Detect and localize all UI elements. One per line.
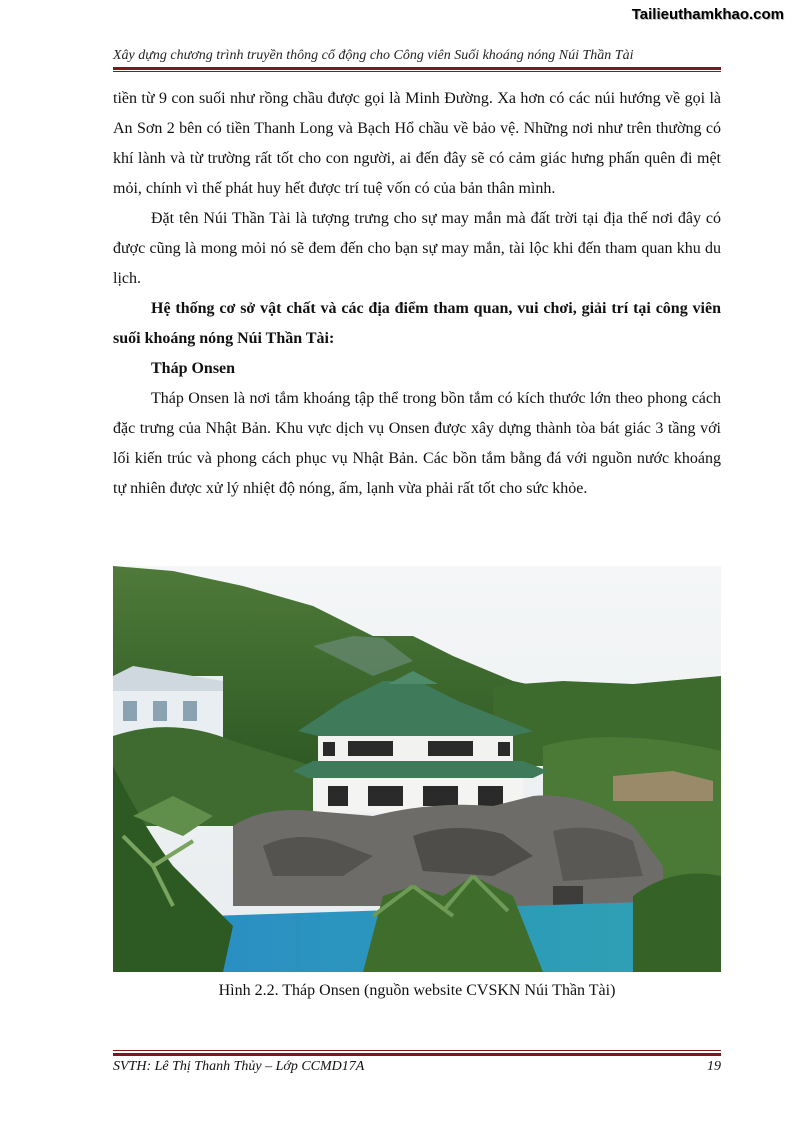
paragraph-3: Tháp Onsen là nơi tắm khoáng tập thể trong bồn tắm có kích thước lớn theo phong cách đặc trưng của Nhật Bản. Khu vực dịch vụ Onsen được xây dựng thành tòa bát giác 3 tầng với lối kiến trúc và phong cách phục vụ Nhật Bản. Các bồn tắm bằng đá với nguồn nước khoáng tự nhiên được xử lý nhiệt độ nóng, ấm, lạnh vừa phải rất tốt cho sức khỏe.	[113, 390, 721, 497]
page-number: 19	[707, 1059, 721, 1074]
paragraph-1: tiền từ 9 con suối như rồng chầu được gọi là Minh Đường. Xa hơn có các núi hướng về gọi là An Sơn 2 bên có tiền Thanh Long và Bạch Hổ chầu về bảo vệ. Những nơi như trên thường có khí lành và từ trường rất tốt cho con người, ai đến đây sẽ có cảm giác hưng phấn quên đi mệt mỏi, chính vì thế phát huy hết được trí tuệ vốn có của bản thân mình.	[113, 90, 721, 197]
footer-rule-thin	[113, 1050, 721, 1051]
figure-caption: Hình 2.2. Tháp Onsen (nguồn website CVSKN Núi Thần Tài)	[218, 982, 616, 999]
footer-rule	[113, 1053, 721, 1056]
footer-author: SVTH: Lê Thị Thanh Thủy – Lớp CCMD17A	[113, 1059, 365, 1074]
watermark: Tailieuthamkhao.com	[631, 6, 784, 23]
onsen-tower-photo	[113, 566, 721, 972]
paragraph-2: Đặt tên Núi Thần Tài là tượng trưng cho sự may mắn mà đất trời tại địa thế nơi đây có được cũng là mong mỏi nó sẽ đem đến cho bạn sự may mắn, tài lộc khi đến tham quan khu du lịch.	[113, 210, 721, 287]
header-rule	[113, 67, 721, 70]
running-header: Xây dựng chương trình truyền thông cổ động cho Công viên Suối khoáng nóng Núi Thần Tài	[113, 48, 634, 63]
section-heading: Hệ thống cơ sở vật chất và các địa điểm tham quan, vui chơi, giải trí tại công viên suối khoáng nóng Núi Thần Tài:	[113, 300, 721, 347]
body-text	[113, 84, 721, 504]
header-rule-thin	[113, 71, 721, 72]
subsection-heading: Tháp Onsen	[151, 360, 236, 377]
